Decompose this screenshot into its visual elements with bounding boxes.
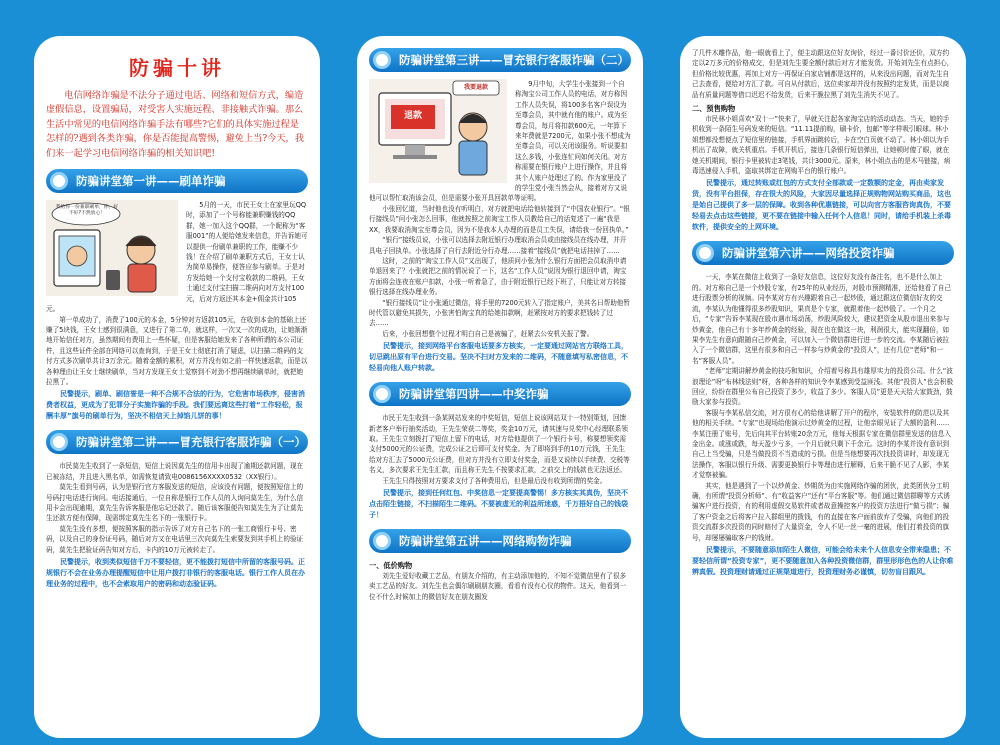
lecture5-subheading-2: 二、预售购物 xyxy=(692,104,736,114)
lecture5-subheading-1: 一、低价购物 xyxy=(369,561,413,570)
lecture4-tip: 民警提示，接到任何红包、中奖信息一定要提高警惕！多方核实其真伪，坚决不点击陌生链接，不扫描陌生二维码。不要被虚无的利益所迷惑，千万捂好自己的钱袋子！ xyxy=(369,489,628,519)
lecture6-paragraph-2: “老师”定期讲解炒黄金的技巧和知识，介绍着号称具有雄厚实力的投资公司。什么“波浪理论”呀“布林线法则”呀，各种各样的知识令李某感到受益匪浅。其他“投资人”也会积极回应，纷纷在群里公布自己投资了多少，收益了多少。客服人员”更是天天给大家鼓劲，鼓励大家参与投资。 xyxy=(692,367,954,407)
lecture2-paragraph-3: 莫先生没有多想，便按照客服的指示告诉了对方自己名下的一张工商银行卡号、密码，以及自己的身份证号码，随后对方又在电话里三次向莫先生索要发到其手机上的验证码，莫先生把验证码告知对方后，卡内的10万元被转走了。 xyxy=(46,524,304,554)
lecture1-title: 防骗讲堂第一讲——刷单诈骗 xyxy=(76,174,226,189)
lecture5-paragraph-3: 市民林小姐喜欢“双十一”快来了，早就关注起各家淘宝店的活动动态。当天，她的手机收到一条陌生号码发来的短信。“11.11提前购，刷卡价，包邮”等字样吸引眼球。林小姐想都没想便点了短信里的链接，手机界面跳转后，卡在空白页就不动了。林小姐以为手机出了故障，就关机重启。手机开机后，接连几条银行短信弹出，让她顿时傻了眼，就在她关机期间，银行卡里被转走3笔钱，共计3000元。原来，林小姐点击的是木马链接，病毒迅速侵入手机，盗取其绑定在网购平台的银行账户。 xyxy=(692,115,951,176)
lecture1-paragraph-2: 第一单成功了，消费了100元的本金，5分钟对方返款105元，在收到本金的基础上还赚了5块钱，王女士感到很满意，又进行了第二单，就这样，一次又一次的成功，让她渐渐地开始信任对方，虽然期间有费用上一些怀疑，但是客服给她发来了各种所谓的本公司证件，且这些证件全部在网络可以查询到，于是王女士彻底打消了疑虑，以扫描二维码的支付方式多次刷单共计3万余元。随着金额的累积，对方并没有如之前一样快速返款，而是以各种理由让王女士继续刷单，当对方发现王女士觉察到不对劲不想再继续刷单时，就把她拉黑了。 xyxy=(46,315,308,386)
refund-cartoon-icon xyxy=(369,79,507,183)
lecture3-tip: 民警提示，接到网络平台客服电话要多方核实，一定要通过网站官方联络工具，切忌跳出原有平台进行交易。坚决不扫对方发来的二维码，不随意填写私密信息，不轻易向他人账户转款。 xyxy=(369,342,628,373)
lecture6-paragraph-3: 客服与李某私信交流，对方很有心的给他讲解了开户的程序，安装软件的防范以及其他的相关手续。“专家”也现场给他演示过炒黄金的过程，让他亲眼见证了大额的盈利……李某注册了账号，先后向其平台转账20余万元，他每天根据专家在微信群里发送的信息入金出金。或涨或跌，每天盈少亏多，一个月后就只剩下千余元。这时的李某并没有意识到自己上当受骗，只是当做投资不当造成的亏损。但是当他想要再次找投资讲时，却发现无法操作，客服以银行升级、需要更换银行卡等理由进行解释，后来干脆不见了人影，李某才觉察被骗。 xyxy=(692,408,951,480)
lecture1-header xyxy=(46,169,308,193)
lecture4-paragraph-2: 王先生只得按照对方要求支付了各种费用后，但是最后没有收到所谓的奖金。 xyxy=(382,476,607,485)
lecture3-paragraph-4: 这时，之前的“淘宝工作人员”又出现了，他质问小张为什么银行方面把会员取消申请单退回来了？小张就把之前的情况说了一下，这名“工作人员”说因为银行退回申请，淘宝方面将会连夜在账户扣款，小张一听着急了，由于附近银行已经下班了，只能让对方转接银行选择在线办理业务。 xyxy=(369,256,627,297)
lecture2-title: 防骗讲堂第二讲——冒充银行客服诈骗（一） xyxy=(76,435,306,450)
lecture6-paragraph-4: 其实，他是遇到了一个以炒黄金、炒期货为由实施网络诈骗的团伙，此类团伙分工明确，有所谓“投资分析师”、有“收益客户”还有“平台客服”等。他们通过微信群聊等方式诱骗客户进行投资，有的利用虚假交易软件或者故意操控客户的投资方法进行“做亏损”；骗了客户资金之后将客户拉入群组里的拨钱，有的直接在客户面前放弃了受骗，向他们的投资交流群多次投资的同时赔付了大量资金，令人不见一丝一毫的进展，他们打着投资的旗号，却屡屡骗取客户的钱财。 xyxy=(692,481,950,542)
header-bullet-icon xyxy=(373,51,391,69)
lecture3-header xyxy=(369,48,631,72)
lecture3-paragraph-3: “银行”接线员说，小张可以选择去附近银行办理取消会员或由接线员在线办理，并开具电子回执单。小张选择了自行去附近分行办理……接着“接线员”就把电话挂掉了…… xyxy=(369,236,627,255)
header-bullet-icon xyxy=(50,433,68,451)
lecture2-paragraph-1: 市民莫先生收到了一条短信，短信上说因莫先生的信用卡出现了逾期还款问题，现在已被冻结，并且进入黑名单，如需恢复请致电0086156XXXX0532（XX银行）。 xyxy=(46,462,304,481)
lecture1-speech-bubble: 我给你一份兼职刷单，你，好不好?不然放心！ xyxy=(55,205,119,217)
lecture5-tip: 民警提示，通过转账或红包的方式支付全部款或一定数额的定金，再由卖家发货，没有平台担保，存在很大的风险，大家因尽量选择正规购物网站购买商品，这也是始自己提供了多一层的保障。收到各种优惠链接，可以向官方客服咨询真伪，不要轻易去点击这些链接，更不要在链接中输入任何个人信息！同时，请给手机装上杀毒软件，提供安全的上网环境。 xyxy=(692,179,951,232)
header-bullet-icon xyxy=(373,385,391,403)
panel-right xyxy=(680,36,966,738)
refund-label-top: 我要退款 xyxy=(463,84,488,91)
page-title: 防骗十讲 xyxy=(129,56,225,80)
lecture5-paragraph-2: 了几件木雕作品，他一眼就看上了，便主动跟这位好友询价，经过一番讨价还价，双方约定以2万多元的价格成交，但是刘先生要全额付款后对方才能发货。开始刘先生有点担心，但价格比较优惠，再加上对方一再保证自家店铺都是这样的，从来没出问题，而对先生自己去查看，便给对方汇了款。可自从付款后，这位卖家却并没有按照约定发货，而是以商品有质量问题等借口迟迟不给发货，后来干脆拉黑了刘先生消失不见了。 xyxy=(692,49,954,99)
lecture4-paragraph-1: 市民王先生收到一条某网站发来的中奖短信，短信上说该网站双十一特别策划，回馈新老客户举行抽奖活动，王先生荣获二等奖，奖金10万元，请其速与兑奖中心经理联系领取。王先生立刻拨打了短信上留下的电话，对方给他提供了一个银行卡号，称要想领奖需支付5000元的公证费，完成公证之后即可支付奖金。为了即将到手的10万元钱，王先生给对方汇去了5000元公证费，但对方并没有立即支付奖金，而是又说续以手续费、交税等名义，多次要求王先生汇款，而且称王先生不按要求汇款，之前交上的钱款也无法返还。 xyxy=(369,414,630,475)
lecture6-title: 防骗讲堂第六讲——网络投资诈骗 xyxy=(722,246,895,261)
lecture2-header xyxy=(46,430,308,454)
header-bullet-icon xyxy=(50,172,68,190)
lecture3-paragraph-2: 小张回忆道，当时他也没有听明白，对方就把电话给他转接到了“中国农业银行”。“银行接线员”问小张怎么回事，他就按照之前淘宝工作人员教给自己的话复述了一遍“我是XX，我要取消淘宝至尊会员，因为不是我本人办理的而是员工失误，请给我一份回执单。” xyxy=(369,204,630,234)
lecture2-paragraph-2: 莫先生看到号码，认为是银行官方客服发送的短信，应该没有问题，便按照短信上的号码打电话进行询问。电话接通后，一位自称是银行工作人员的人询问莫先生，为什么信用卡会出现逾期，莫先生告诉客服是他忘记还款了。随后该客服便告知莫先生为了让莫先生还款方便有保障，现需绑定莫先生名下的一张银行卡。 xyxy=(46,483,304,523)
lecture3-illustration xyxy=(369,79,507,183)
intro-text: 电信网络诈骗是不法分子通过电话、网络和短信方式，编造虚假信息，设置骗局，对受害人实施远程、非接触式诈骗。那么生活中常见的电信网络诈骗手法有哪些?它们的具体实施过程是怎样的?遇到各类诈骗，你是否能提高警惕，避免上当?今天，我们来一起学习电信网络诈骗的相关知识吧! xyxy=(46,90,304,159)
lecture4-header xyxy=(369,382,631,406)
lecture5-header xyxy=(369,529,631,553)
lecture1-illustration xyxy=(46,200,178,296)
lecture1-tip: 民警提示，刷单、刷信誉是一种不合规不合法的行为，它危害市场秩序，侵害消费者权益，更成为了犯罪分子实施诈骗的手段。我们要远离这些打着“工作轻松，报酬丰厚”旗号的刷单行为，坚决不相信天上掉馅儿饼的事！ xyxy=(46,390,305,421)
header-bullet-icon xyxy=(696,244,714,262)
lecture3-title: 防骗讲堂第三讲——冒充银行客服诈骗（二） xyxy=(399,53,629,67)
header-bullet-icon xyxy=(373,532,391,550)
lecture1-paragraph-1: 5月的一天，市民王女士在家里玩QQ时，添加了一个号称能兼职赚钱的QQ群，她一加入这个QQ群，一个昵称为“客服001”的人便给她发来信息，并告诉她可以提供一份刷单兼职的工作，能赚不少钱！在介绍了刷单兼职方式后，王女士认为简单易操作，便答应参与刷单。于是对方发给她一个支付宝收款的二维码，王女士通过支付宝扫描二维码向对方支付100元，后对方返还其本金+佣金共计105元。 xyxy=(46,201,308,314)
lecture6-header xyxy=(692,241,954,265)
refund-label-screen: 退款 xyxy=(403,111,422,121)
lecture3-paragraph-5: “银行接线员”让小张通过微信，将手里的7200元转入了指定账户，美其名曰帮助他暂时代管以避免其损失，小张害怕淘宝真的给她扣款啊，赶紧按对方的要求把钱转了过去…… xyxy=(369,298,630,328)
panel-left xyxy=(34,36,320,738)
lecture3-paragraph-6: 后来，小张回想整个过程才明白自己是被骗了，赶紧去公安机关报了警。 xyxy=(382,329,594,338)
panel-middle xyxy=(357,36,643,738)
lecture6-paragraph-1: 一天，李某在微信上收到了一条好友信息，这位好友没有备注名，也不是什么加上的。对方称自己是一个炒股专家，有25年的从业经历，对股市预测精准，还给他看了自己进行股票分析的视频。同李某对方有兴趣跟着自己一起炒股，通过跟这位微信好友的交流，李某认为他懂得很多炒股知识，果真是个专家，就跟着他一起炒股了。一个月之后，“专家”告诉李某现在股市遇市场动荡，炒股风险较大，建议把资金从股市退出来参与炒黄金，他自己有十多年炒黄金的经验，现在也在做这一块，利润很大，能实现翻倍，如果李先生有意向跟随自己炒黄金，可以加入一个微信群进行进一步的交流。李某随后被拉入了一个微信群，这里有很多和自己一样参与炒黄金的“投资人”，还有几位“老师”和一名“客服人员”。 xyxy=(692,273,951,365)
lecture3-paragraph-1: 9月中旬，大学生小张接到一个自称淘宝公司工作人员的电话，对方称因工作人员失误，将100多名客户误设为至尊会员，其中就有他的账户。成为至尊会员，每月将扣款600元，一年算下来年费就是7200元，如果小张不想成为至尊会员，可以关闭该服务。听说要扣这么多钱，小张连忙问如何关闭。对方称需要在银行账户上进行操作，并且将其个人账户处理过了的。作为家里没了的学生党小张当然会从，接着对方又说他可以帮忙取消该会员，但是需要小张开具回款单等证明。 xyxy=(369,80,631,203)
lecture5-paragraph-1: 刘先生爱好收藏工艺品，有朋友介绍的，有主动添加他的，不知不觉微信里有了很多卖工艺品的好友。刘先生也会偶尔刷刷朋友圈，看看有没有心仪的物件。这天，他看到一位不什么时候加上的微信好友在朋友圈发 xyxy=(369,572,627,601)
lecture6-tip: 民警提示，不要随意添加陌生人微信，可能会给未来个人信息安全带来隐患；不要轻信所谓“投资专家”，更不要随意加入各种投资微信群，群里形形色色的人让你难辨真假。投资理财请通过正规渠道进行，投资理财务必谨慎，切勿盲目跟风。 xyxy=(692,546,954,577)
lecture4-title: 防骗讲堂第四讲——中奖诈骗 xyxy=(399,387,549,402)
lecture5-title: 防骗讲堂第五讲——网络购物诈骗 xyxy=(399,534,572,548)
lecture2-tip: 民警提示，收到类似短信千万不要轻信，更不能拨打短信中所留的客服号码。正规银行不会在业务办理提醒短信中让用户拨打非银行的客服电话。银行工作人员在办理业务的过程中，也不会索取用户的密码和动态验证码。 xyxy=(46,558,305,588)
